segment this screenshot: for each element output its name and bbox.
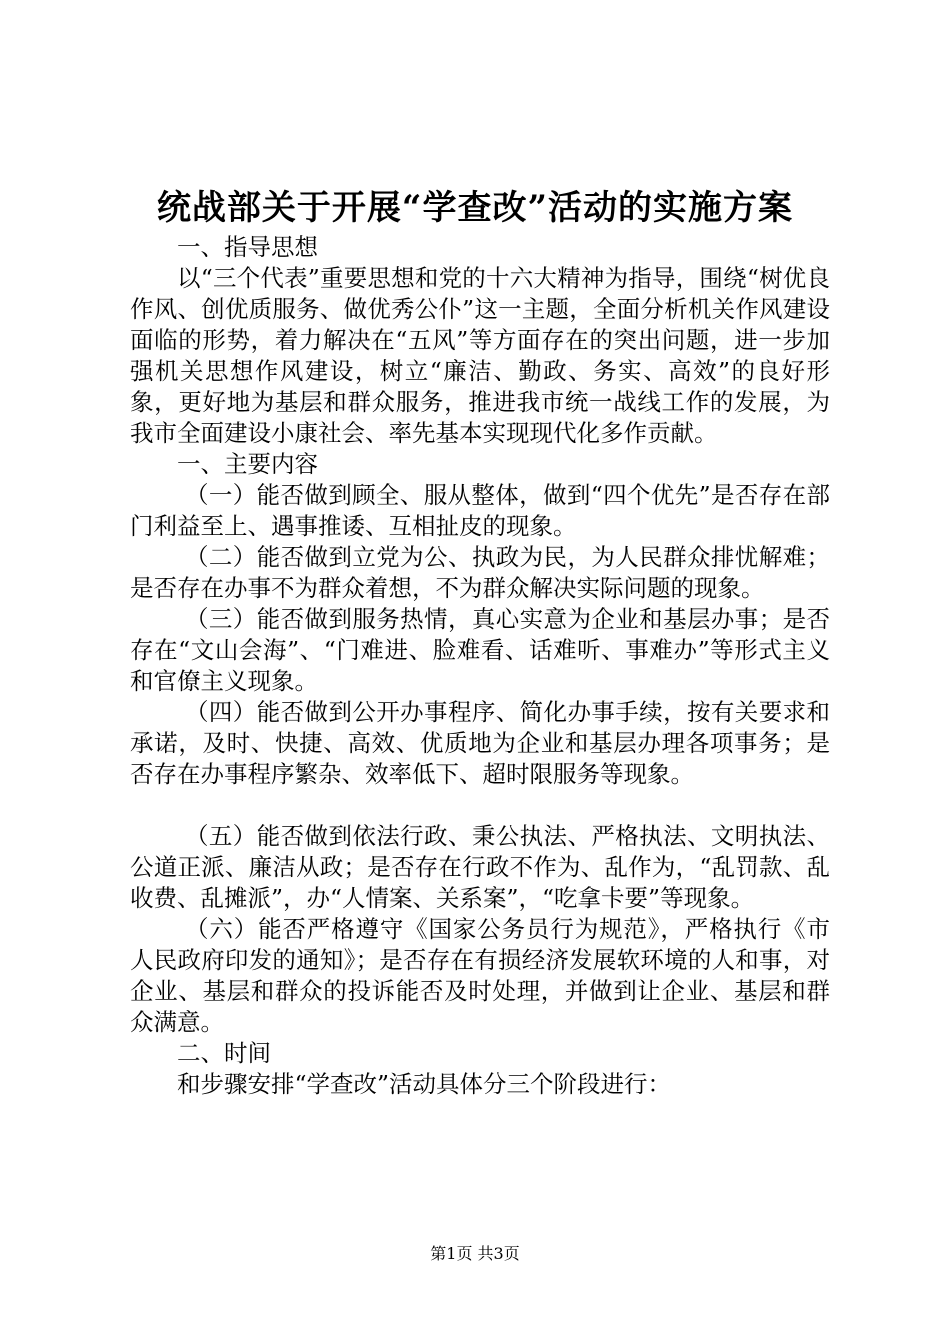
section-heading: 一、主要内容	[177, 450, 318, 478]
list-item: （四）能否做到公开办事程序、简化办事手续，按有关要求和承诺，及时、快捷、高效、优质地为企业和基层办理各项事务；是否存在办事程序繁杂、效率低下、超时限服务等现象。	[130, 698, 830, 788]
list-item: （三）能否做到服务热情，真心实意为企业和基层办事；是否存在“文山会海”、“门难进、脸难看、话难听、事难办”等形式主义和官僚主义现象。	[130, 605, 830, 695]
body-paragraph: 和步骤安排“学查改”活动具体分三个阶段进行：	[177, 1070, 672, 1098]
document-title: 统战部关于开展“学查改”活动的实施方案	[156, 188, 794, 228]
list-item: （五）能否做到依法行政、秉公执法、严格执法、文明执法、公道正派、廉洁从政；是否存在行政不作为、乱作为，“乱罚款、乱收费、乱摊派”，办“人情案、关系案”，“吃拿卡要”等现象。	[130, 822, 830, 912]
section-heading: 二、时间	[177, 1039, 271, 1067]
list-item: （一）能否做到顾全、服从整体，做到“四个优先”是否存在部门利益至上、遇事推诿、互相扯皮的现象。	[130, 481, 830, 540]
section-heading: 一、指导思想	[177, 233, 318, 261]
list-item: （二）能否做到立党为公、执政为民，为人民群众排忧解难；是否存在办事不为群众着想，不为群众解决实际问题的现象。	[130, 543, 830, 602]
body-paragraph: 以“三个代表”重要思想和党的十六大精神为指导，围绕“树优良作风、创优质服务、做优秀公仆”这一主题，全面分析机关作风建设面临的形势，着力解决在“五风”等方面存在的突出问题，进一步加强机关思想作风建设，树立“廉洁、勤政、务实、高效”的良好形象，更好地为基层和群众服务，推进我市统一战线工作的发展，为我市全面建设小康社会、率先基本实现现代化多作贡献。	[130, 264, 830, 447]
page-indicator: 第1页 共3页	[430, 1244, 520, 1263]
list-item: （六）能否严格遵守《国家公务员行为规范》，严格执行《市人民政府印发的通知》；是否存在有损经济发展软环境的人和事，对企业、基层和群众的投诉能否及时处理，并做到让企业、基层和群众满意。	[130, 915, 830, 1036]
document-body	[130, 232, 830, 1100]
